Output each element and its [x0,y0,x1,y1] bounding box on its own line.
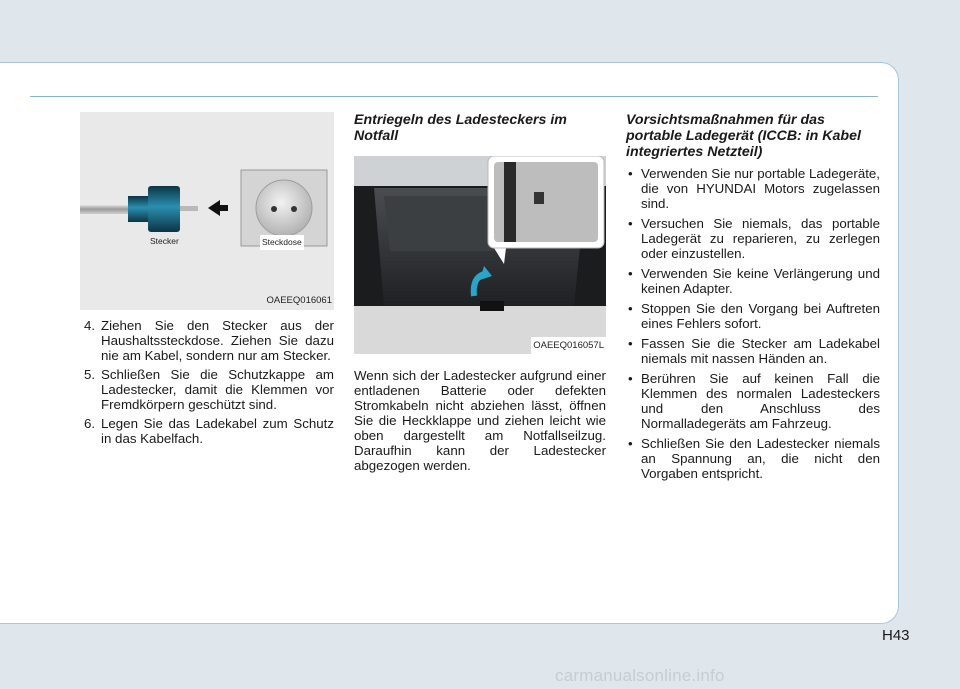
figure-code: OAEEQ016057L [531,337,606,354]
plug-body [128,196,150,222]
cable [80,204,130,214]
plug-socket-illustration [80,112,334,310]
list-item: • Fassen Sie die Stecker am Ladekabel niemals mit nassen Händen an. [626,336,880,366]
step-item: 6. Legen Sie das Ladekabel zum Schutz in das Kabelfach. [84,416,334,446]
left-column [80,112,334,450]
list-item: • Stoppen Sie den Vorgang bei Auftreten eines Fehlers sofort. [626,301,880,331]
right-column [626,112,880,486]
socket-hole-left [271,206,277,212]
list-item: • Versuchen Sie niemals, das portable Ladegerät zu reparieren, zu zerlegen oder einzustellen. [626,216,880,261]
page-number: H43 [882,627,910,644]
socket-label: Steckdose [260,235,304,250]
rear-seatback [384,196,504,251]
list-item: • Berühren Sie auf keinen Fall die Klemmen des normalen Ladesteckers und den Anschluss des Normalladegeräts am Fahrzeug. [626,371,880,431]
body-paragraph: Wenn sich der Ladestecker aufgrund einer entladenen Batterie oder defekten Stromkabeln nicht abziehen lässt, öffnen Sie die Heckklappe und ziehen leicht wie oben dargestellt am Notfallseilzug. Daraufhin kann der Ladestecker abgezogen werden. [354,368,606,473]
trunk-illustration [354,156,606,354]
figure-code: OAEEQ016061 [266,295,332,306]
section-heading: Entriegeln des Ladesteckers im Notfall [354,112,567,144]
step-list [80,318,334,446]
list-item: • Verwenden Sie keine Verlängerung und keinen Adapter. [626,266,880,296]
section-heading: Vorsichtsmaßnahmen für das portable Ladegerät (ICCB: in Kabel integriertes Netzteil) [626,112,861,160]
socket-hole-right [291,206,297,212]
step-item: 5. Schließen Sie die Schutzkappe am Ladestecker, damit die Klemmen vor Fremdkörpern geschützt sind. [84,367,334,412]
arrow-left-icon [208,200,228,216]
socket-recess [256,180,312,236]
emergency-cable [504,162,516,242]
step-item: 4. Ziehen Sie den Stecker aus der Haushaltssteckdose. Ziehen Sie dazu nie am Kabel, sondern nur am Stecker. [84,318,334,363]
middle-column [354,112,606,473]
list-item: • Schließen Sie den Ladestecker niemals an Spannung an, die nicht den Vorgaben entspricht. [626,436,880,481]
trunk-figure [354,156,606,354]
release-handle [480,301,504,311]
cable-tag [534,192,544,204]
plug-pin [180,206,198,211]
plug-head [148,186,180,232]
plug-label: Stecker [150,236,179,246]
header-rule [30,96,878,97]
precaution-list [626,166,880,481]
watermark: carmanualsonline.info [555,666,725,685]
plug-socket-figure [80,112,334,310]
list-item: • Verwenden Sie nur portable Ladegeräte, die von HYUNDAI Motors zugelassen sind. [626,166,880,211]
